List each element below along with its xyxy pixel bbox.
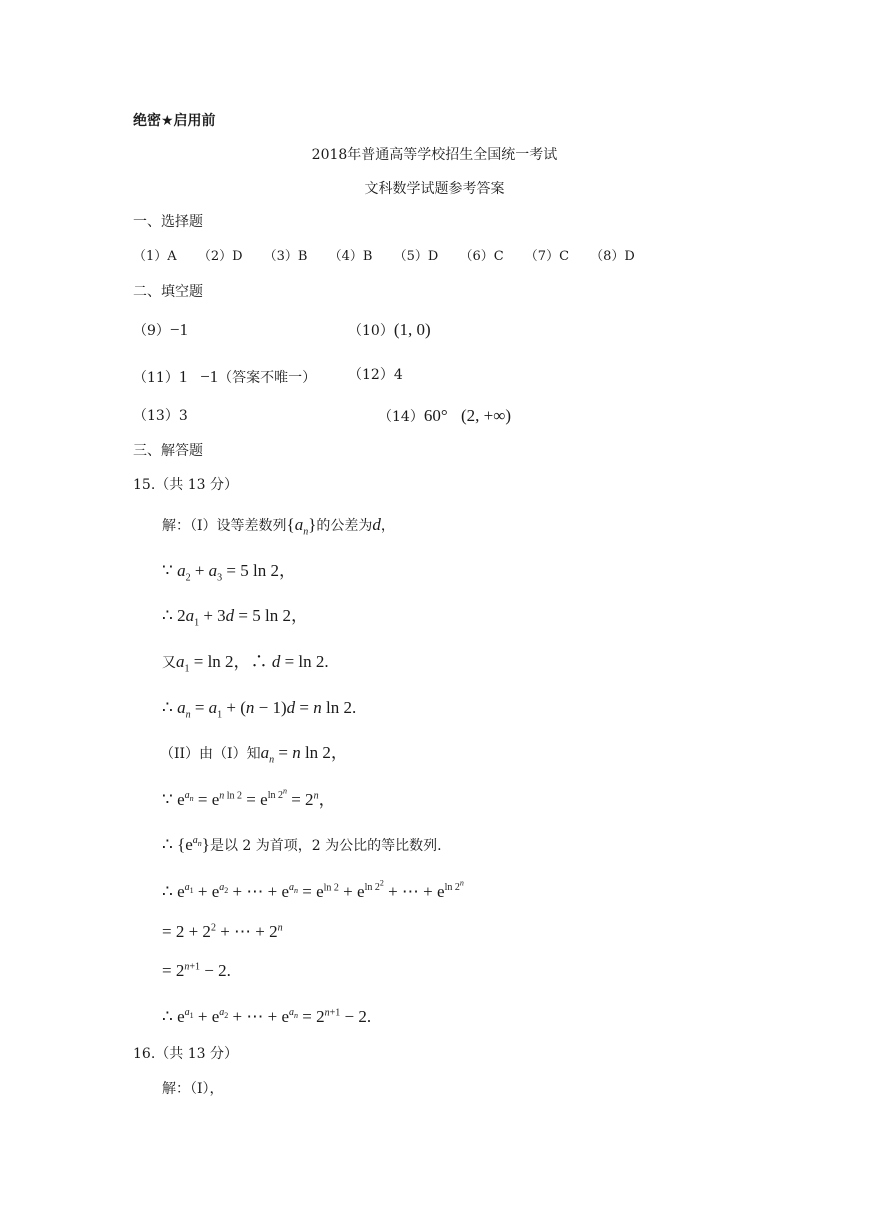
formula: ∴ $\{e^{a_n}\}$ (162, 835, 210, 854)
choice-answer: （1）A (133, 249, 177, 264)
question-label: （13） (133, 408, 179, 424)
choice-answer: （8）D (590, 249, 635, 264)
q15-line-10: = $2^{n+1} - 2$. (162, 961, 231, 980)
section1-heading: 一、选择题 (133, 214, 203, 230)
solution-text: 解：（I）设等差数列 (162, 518, 287, 534)
choice-answer: （7）C (524, 249, 570, 264)
answer-value: −1 (169, 320, 189, 339)
fill-answer-14 (378, 406, 511, 426)
exam-title: 2018年普通高等学校招生全国统一考试 (311, 147, 558, 163)
q15-line-11: ∴ $e^{a_1} + e^{a_2}$ + ⋯ + $e^{a_n} = 2^{n+1} - 2$. (162, 1007, 372, 1026)
solution-text: （II）由（I）知 (160, 746, 261, 762)
fill-answer-10 (348, 320, 431, 340)
answer-value: 1 −1 (178, 367, 219, 386)
secret-mark: 绝密★启用前 (133, 113, 216, 129)
section2-heading: 二、填空题 (133, 284, 203, 300)
answer-value: 3 (178, 408, 188, 424)
q15-line-3 (162, 652, 329, 675)
choice-answer: （6）C (459, 249, 504, 264)
choice-answer: （2）D (197, 249, 243, 264)
fill-answer-13 (133, 408, 188, 425)
solution-text: 是以 2 为首项，2 为公比的等比数列. (209, 838, 442, 854)
question-label: （10） (348, 323, 394, 339)
formula: $a_1 = \ln 2$，∴ d = ln 2. (176, 652, 329, 675)
answer-value-angle: 60° (423, 406, 448, 425)
question16-heading: 16.（共 13 分） (133, 1046, 238, 1062)
choice-answer: （5）D (393, 249, 439, 264)
q15-line-5 (160, 743, 348, 766)
exam-subtitle: 文科数学试题参考答案 (364, 181, 505, 197)
answer-note: （答案不唯一） (218, 370, 317, 386)
section3-heading: 三、解答题 (133, 443, 203, 459)
question15-heading: 15.（共 13 分） (133, 477, 238, 493)
answer-value: 4 (393, 367, 403, 383)
q15-line-8: ∴ $e^{a_1} + e^{a_2}$ + ⋯ + $e^{a_n} = e^{ln 2} + e^{ln 2^2}$ + ⋯ + $e^{ln 2^n}$ (162, 879, 464, 901)
question-label: （14） (378, 409, 424, 425)
solution-text: 又 (162, 655, 176, 671)
question-label: （9） (133, 323, 170, 339)
q15-line-9: = $2 + 2^2$ + ⋯ + $2^n$ (162, 922, 283, 941)
question-label: （11） (133, 370, 179, 386)
fill-answer-12 (348, 367, 403, 384)
fill-answer-9 (133, 320, 188, 340)
q15-intro: 解：（I）设等差数列$\{a_n\}$的公差为d， (162, 515, 395, 538)
choice-answer: （3）B (263, 249, 308, 264)
q16-intro: 解：（Ⅰ）， (162, 1081, 224, 1097)
choice-answers (133, 249, 652, 265)
formula: d (372, 515, 381, 534)
q15-line-7 (162, 835, 442, 855)
q15-line-6: ∵ $e^{a_n} = e^{n ln 2} = e^{ln 2^n} = 2^n$， (162, 787, 336, 809)
q15-line-2: ∴ $2a_1 + 3d = 5$ ln 2， (162, 606, 308, 629)
fill-answer-11 (133, 367, 316, 387)
question-label: （12） (348, 367, 394, 383)
solution-text: 的公差为 (316, 518, 373, 534)
choice-answer: （4）B (328, 249, 373, 264)
formula: $\{a_n\}$ (286, 515, 317, 538)
answer-value: (1, 0) (393, 320, 431, 339)
formula: $a_n = n$ ln 2， (260, 743, 348, 766)
answer-value-range: (2, +∞) (461, 406, 512, 425)
q15-line-4: ∴ $a_n = a_1 + (n - 1)d = n$ ln 2. (162, 698, 357, 721)
q15-line-1: ∵ $a_2 + a_3 = 5$ ln 2， (162, 561, 296, 584)
